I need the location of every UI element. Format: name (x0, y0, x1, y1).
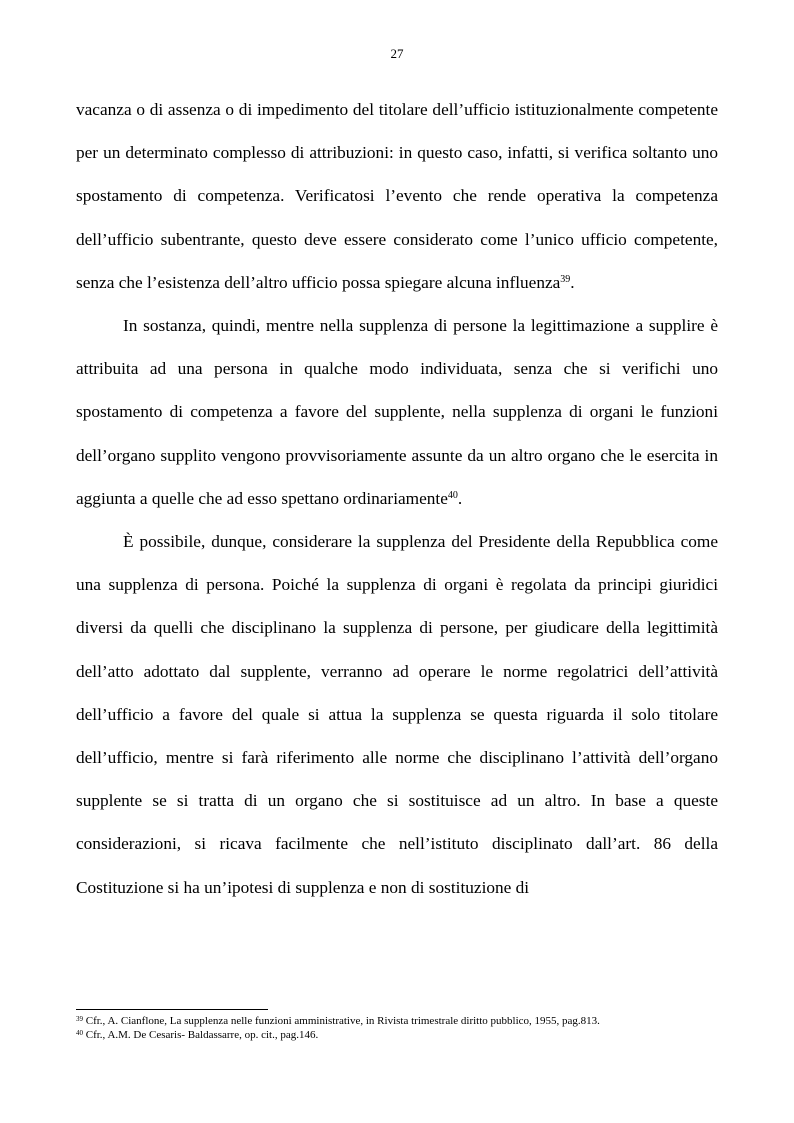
footnotes (76, 1014, 736, 1042)
footnote-40 (76, 1028, 736, 1042)
footnote-39 (76, 1014, 736, 1028)
footnote-number: 40 (76, 1029, 83, 1037)
page-number: 27 (390, 46, 404, 61)
footnote-text: Cfr., A.M. De Cesaris- Baldassarre, op. cit., pag.146. (85, 1029, 319, 1041)
paragraph-1-tail: . (570, 272, 575, 292)
paragraph-2 (76, 304, 718, 520)
paragraph-2-text: In sostanza, quindi, mentre nella supplenza di persone la legittimazione a supplire è attribuita ad una persona in qualche modo individuata, senza che si verifichi uno spostamento di competenza a favore del supplente, nella supplenza di organi le funzioni dell’organo supplito vengono provvisoriamente assunte da un altro organo che le esercita in aggiunta a quelle che ad esso spettano ordinariamente (76, 316, 718, 508)
footnote-separator (76, 1009, 268, 1010)
paragraph-3 (76, 520, 718, 909)
footnote-ref-39[interactable]: 39 (560, 273, 571, 285)
paragraph-1 (76, 88, 718, 304)
footnote-ref-40[interactable]: 40 (447, 489, 458, 501)
paragraph-3-text: È possibile, dunque, considerare la supplenza del Presidente della Repubblica come una supplenza di persona. Poiché la supplenza di organi è regolata da principi giuridici diversi da quelli che disciplinano la supplenza di persone, per giudicare della legittimità dell’atto adottato dal supplente, verranno ad operare le norme regolatrici dell’attività dell’ufficio a favore del quale si attua la supplenza se questa riguarda il solo titolare dell’ufficio, mentre si farà riferimento alle norme che disciplinano l’attività dell’organo supplente se si tratta di un organo che si sostituisce ad un altro. In base a queste considerazioni, si ricava facilmente che nell’istituto disciplinato dall’art. 86 della Costituzione si ha un’ipotesi di supplenza e non di sostituzione di (76, 532, 718, 897)
footnote-number: 39 (76, 1015, 83, 1023)
paragraph-1-text: vacanza o di assenza o di impedimento del titolare dell’ufficio istituzionalmente competente per un determinato complesso di attribuzioni: in questo caso, infatti, si verifica soltanto uno spostamento di competenza. Verificatosi l’evento che rende operativa la competenza dell’ufficio subentrante, questo deve essere considerato come l’unico ufficio competente, senza che l’esistenza dell’altro ufficio possa spiegare alcuna influenza (76, 100, 718, 292)
paragraph-2-tail: . (457, 488, 463, 508)
footnote-text: Cfr., A. Cianflone, La supplenza nelle funzioni amministrative, in Rivista trimestrale diritto pubblico, 1955, pag.813. (85, 1015, 600, 1027)
body-text (76, 88, 718, 909)
